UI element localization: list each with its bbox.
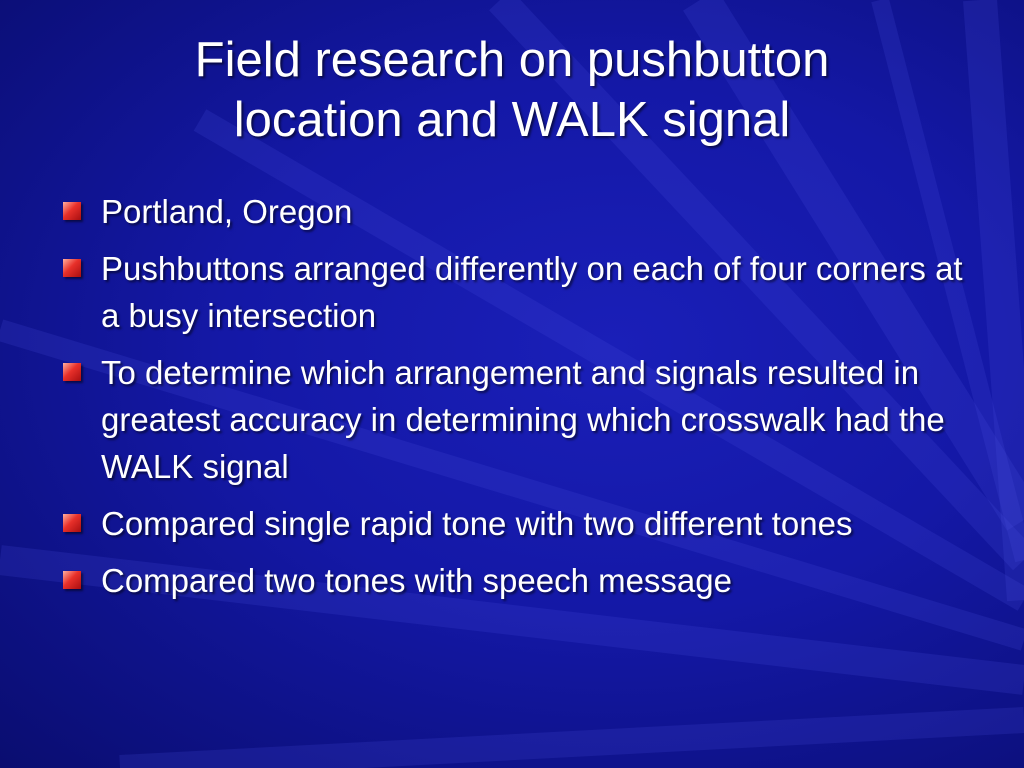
bullet-item-3 [60,349,980,490]
bullet-text-1: Portland, Oregon [101,193,353,230]
bullet-text-3: To determine which arrangement and signals resulted in greatest accuracy in determining which crosswalk had the WALK signal [101,354,945,485]
bullet-item-5 [60,557,980,604]
bullet-item-4 [60,500,980,547]
slide-title-line-2: location and WALK signal [233,93,791,147]
bullet-text-5: Compared two tones with speech message [101,562,732,599]
bullet-text-2: Pushbuttons arranged differently on each of four corners at a busy intersection [101,250,963,334]
bullet-item-2 [60,245,980,339]
square-bullet-icon [63,363,81,381]
slide-title-line-1: Field research on pushbutton [194,33,830,87]
square-bullet-icon [63,202,81,220]
square-bullet-icon [63,259,81,277]
bullet-item-1 [60,188,980,235]
bullet-list [60,188,980,614]
square-bullet-icon [63,514,81,532]
slide-title [40,30,984,150]
bullet-text-4: Compared single rapid tone with two different tones [101,505,853,542]
square-bullet-icon [63,571,81,589]
